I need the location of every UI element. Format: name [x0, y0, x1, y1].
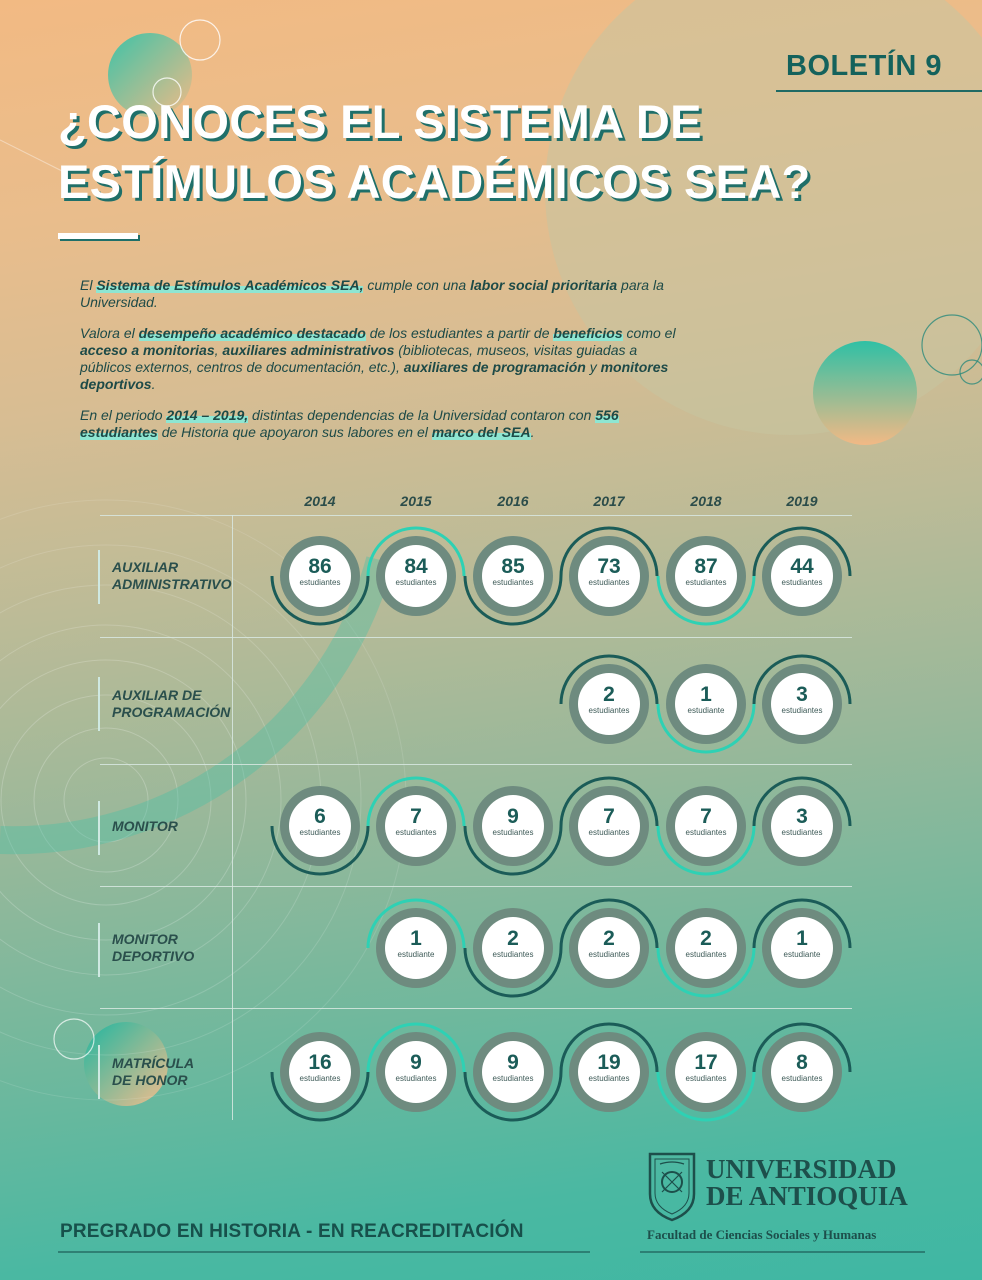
- value-badge: [280, 1032, 360, 1112]
- badge-unit: estudiante: [687, 706, 725, 715]
- text-highlight: 2014 – 2019,: [166, 407, 249, 423]
- badge-disc: [482, 1041, 544, 1103]
- text-run: .: [530, 424, 535, 440]
- badge-value: 2: [700, 927, 712, 950]
- badge-value: 1: [796, 927, 808, 950]
- value-badge: [666, 786, 746, 866]
- year-label: 2018: [690, 493, 722, 509]
- value-badge: [666, 908, 746, 988]
- badge-unit: estudiantes: [492, 828, 534, 837]
- badge-disc: [578, 917, 640, 979]
- value-badge: [666, 536, 746, 616]
- badge-value: 17: [694, 1051, 718, 1074]
- bulletin-number: BOLETÍN 9: [786, 50, 942, 82]
- value-badge: [376, 536, 456, 616]
- text-run: como el: [622, 325, 676, 341]
- category-label-line: DE HONOR: [112, 1072, 188, 1088]
- grid-line-vertical: [232, 515, 233, 1120]
- badge-unit: estudiantes: [685, 828, 727, 837]
- value-badge: [569, 664, 649, 744]
- badge-disc: [675, 917, 737, 979]
- value-badge: [473, 786, 553, 866]
- badge-value: 7: [603, 805, 615, 828]
- badge-value: 2: [603, 683, 615, 706]
- badge-disc: [578, 673, 640, 735]
- text-run: de los estudiantes a partir de: [365, 325, 554, 341]
- badge-disc: [771, 673, 833, 735]
- badge-value: 3: [796, 805, 808, 828]
- year-label: 2019: [786, 493, 818, 509]
- text-run: y: [585, 359, 601, 375]
- text-run: distintas dependencias de la Universidad contaron con: [248, 407, 596, 423]
- badge-unit: estudiantes: [299, 828, 341, 837]
- badge-value: 16: [308, 1051, 332, 1074]
- badge-value: 1: [410, 927, 422, 950]
- value-badge: [762, 908, 842, 988]
- badge-disc: [385, 1041, 447, 1103]
- badge-value: 2: [507, 927, 519, 950]
- badge-unit: estudiantes: [588, 706, 630, 715]
- text-run: de Historia que apoyaron sus labores en el: [157, 424, 432, 440]
- badge-value: 86: [308, 555, 332, 578]
- badge-unit: estudiantes: [588, 828, 630, 837]
- badge-value: 7: [700, 805, 712, 828]
- text-run: En el periodo: [80, 407, 167, 423]
- badge-value: 9: [507, 1051, 519, 1074]
- badge-disc: [771, 917, 833, 979]
- text-highlight: 556 estudiantes: [80, 407, 619, 440]
- value-badge: [762, 536, 842, 616]
- value-badge: [666, 664, 746, 744]
- badge-value: 19: [597, 1051, 621, 1074]
- text-highlight: desempeño académico destacado: [138, 325, 366, 341]
- category-label-line: ADMINISTRATIVO: [112, 576, 232, 592]
- value-badge: [280, 786, 360, 866]
- university-name-line-2: DE ANTIOQUIA: [706, 1181, 908, 1211]
- title-accent-bar: [58, 233, 138, 239]
- row-marker: [98, 1045, 100, 1099]
- badge-unit: estudiante: [783, 950, 821, 959]
- badge-disc: [578, 1041, 640, 1103]
- value-badge: [376, 1032, 456, 1112]
- badge-unit: estudiantes: [781, 706, 823, 715]
- value-badge: [569, 536, 649, 616]
- badge-disc: [482, 795, 544, 857]
- grid-line: [100, 886, 852, 887]
- badge-value: 87: [694, 555, 718, 578]
- category-label-line: MONITOR: [112, 931, 178, 947]
- year-label: 2014: [304, 493, 336, 509]
- intro-paragraph-1: [80, 277, 680, 311]
- badge-value: 6: [314, 805, 326, 828]
- value-badge: [569, 786, 649, 866]
- badge-disc: [675, 1041, 737, 1103]
- badge-value: 85: [501, 555, 525, 578]
- badge-unit: estudiantes: [299, 578, 341, 587]
- badge-unit: estudiantes: [781, 1074, 823, 1083]
- text-run: (bibliotecas, museos, visitas guiadas a públicos externos, centros de documentación, etc.),: [80, 342, 638, 375]
- badge-value: 73: [597, 555, 621, 578]
- badge-value: 9: [410, 1051, 422, 1074]
- page-title: [58, 92, 811, 212]
- badge-unit: estudiantes: [588, 950, 630, 959]
- badge-value: 3: [796, 683, 808, 706]
- intro-text: [80, 277, 680, 455]
- badge-unit: estudiantes: [685, 1074, 727, 1083]
- university-seal-icon: [644, 1150, 700, 1222]
- badge-value: 9: [507, 805, 519, 828]
- text-bold: auxiliares de programación: [403, 359, 586, 375]
- value-badge: [280, 536, 360, 616]
- text-run: para la Universidad.: [80, 277, 664, 310]
- badge-unit: estudiantes: [588, 1074, 630, 1083]
- text-run: El: [80, 277, 97, 293]
- title-line-2: ESTÍMULOS ACADÉMICOS SEA?: [58, 155, 811, 208]
- value-badge: [376, 908, 456, 988]
- row-marker: [98, 923, 100, 977]
- category-label-line: PROGRAMACIÓN: [112, 704, 231, 720]
- text-highlight: marco del SEA: [431, 424, 531, 440]
- badge-disc: [771, 795, 833, 857]
- badge-disc: [578, 795, 640, 857]
- badge-unit: estudiantes: [781, 578, 823, 587]
- badge-disc: [771, 1041, 833, 1103]
- text-bold: monitores deportivos: [80, 359, 669, 392]
- intro-paragraph-3: [80, 407, 680, 441]
- year-label: 2016: [497, 493, 529, 509]
- category-label: [112, 931, 194, 965]
- badge-disc: [675, 545, 737, 607]
- title-line-1: ¿CONOCES EL SISTEMA DE: [58, 95, 702, 148]
- text-bold: auxiliares administrativos: [222, 342, 395, 358]
- badge-disc: [675, 673, 737, 735]
- badge-disc: [771, 545, 833, 607]
- badge-unit: estudiantes: [395, 828, 437, 837]
- badge-disc: [289, 545, 351, 607]
- badge-disc: [578, 545, 640, 607]
- value-badge: [473, 1032, 553, 1112]
- category-label: [112, 818, 178, 835]
- text-highlight: Sistema de Estímulos Académicos SEA,: [96, 277, 364, 293]
- badge-disc: [289, 1041, 351, 1103]
- text-bold: labor social prioritaria: [470, 277, 618, 293]
- grid-line: [100, 515, 852, 516]
- badge-unit: estudiante: [397, 950, 435, 959]
- category-label-line: DEPORTIVO: [112, 948, 195, 964]
- value-badge: [762, 664, 842, 744]
- category-label-line: MONITOR: [112, 817, 178, 834]
- badge-disc: [482, 545, 544, 607]
- value-badge: [569, 908, 649, 988]
- badge-disc: [675, 795, 737, 857]
- badge-value: 84: [404, 555, 428, 578]
- text-run: Valora el: [80, 325, 139, 341]
- badge-value: 2: [603, 927, 615, 950]
- badge-unit: estudiantes: [492, 578, 534, 587]
- badge-unit: estudiantes: [685, 950, 727, 959]
- text-highlight: beneficios: [553, 325, 623, 341]
- badge-value: 8: [796, 1051, 808, 1074]
- row-marker: [98, 550, 100, 604]
- badge-disc: [385, 795, 447, 857]
- value-badge: [473, 536, 553, 616]
- badge-value: 7: [410, 805, 422, 828]
- badge-disc: [385, 545, 447, 607]
- grid-line: [100, 637, 852, 638]
- badge-disc: [482, 917, 544, 979]
- badge-unit: estudiantes: [492, 1074, 534, 1083]
- value-badge: [473, 908, 553, 988]
- university-name-line-1: UNIVERSIDAD: [706, 1154, 897, 1184]
- category-label-line: MATRÍCULA: [112, 1055, 195, 1071]
- value-badge: [569, 1032, 649, 1112]
- category-label-line: AUXILIAR: [112, 559, 179, 575]
- badge-unit: estudiantes: [588, 578, 630, 587]
- badge-unit: estudiantes: [395, 578, 437, 587]
- intro-paragraph-2: [80, 325, 680, 393]
- value-badge: [666, 1032, 746, 1112]
- badge-unit: estudiantes: [299, 1074, 341, 1083]
- badge-value: 44: [790, 555, 814, 578]
- grid-line: [100, 1008, 852, 1009]
- category-label: [112, 687, 230, 721]
- footer-divider-right: [640, 1251, 925, 1253]
- faculty-name: Facultad de Ciencias Sociales y Humanas: [647, 1227, 877, 1242]
- badge-disc: [289, 795, 351, 857]
- badge-unit: estudiantes: [685, 578, 727, 587]
- text-bold: acceso a monitorias: [80, 342, 215, 358]
- text-run: .: [151, 376, 156, 392]
- badge-unit: estudiantes: [781, 828, 823, 837]
- row-marker: [98, 801, 100, 855]
- badge-unit: estudiantes: [395, 1074, 437, 1083]
- category-label: [112, 559, 232, 593]
- grid-line: [100, 764, 852, 765]
- category-label-line: AUXILIAR DE: [112, 687, 202, 703]
- program-footer: PREGRADO EN HISTORIA - EN REACREDITACIÓN: [60, 1221, 524, 1242]
- university-name: [706, 1156, 908, 1210]
- text-run: ,: [214, 342, 223, 358]
- value-badge: [762, 1032, 842, 1112]
- badge-unit: estudiantes: [492, 950, 534, 959]
- badge-value: 1: [700, 683, 712, 706]
- category-label: [112, 1055, 194, 1089]
- value-badge: [762, 786, 842, 866]
- text-run: cumple con una: [363, 277, 471, 293]
- footer-divider-left: [58, 1251, 590, 1253]
- badge-disc: [385, 917, 447, 979]
- year-label: 2015: [400, 493, 432, 509]
- year-label: 2017: [593, 493, 625, 509]
- row-marker: [98, 677, 100, 731]
- value-badge: [376, 786, 456, 866]
